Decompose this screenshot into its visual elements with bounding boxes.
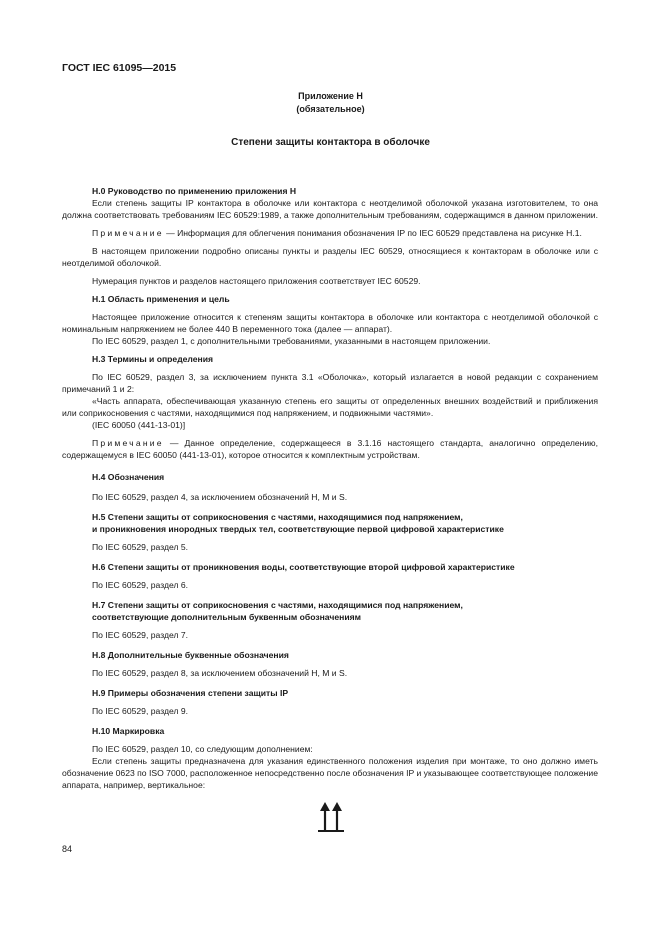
section-heading-h10: Н.10 Маркировка [92, 726, 165, 736]
paragraph: По IEC 60529, раздел 7. [92, 630, 189, 640]
paragraph: В настоящем приложении подробно описаны пункты и разделы IEC 60529, относящиеся к контакторам в оболочке или с неотделимой оболочкой. [62, 246, 598, 268]
paragraph: Нумерация пунктов и разделов настоящего приложения соответствует IEC 60529. [92, 276, 421, 286]
section-heading-h4: Н.4 Обозначения [92, 472, 165, 482]
paragraph: Если степень защиты IP контактора в оболочке или контактора с неотделимой оболочкой указана изготовителем, то она должна соответствовать требованиям IEC 60529:1989, а также дополнительным требованиям, содержащимся в данном приложении. [62, 198, 598, 220]
annex-title: Степени защиты контактора в оболочке [231, 137, 430, 148]
paragraph: По IEC 60529, раздел 1, с дополнительными требованиями, указанными в настоящем приложении. [92, 336, 491, 346]
annex-label: Приложение Н [298, 91, 363, 101]
paragraph: Если степень защиты предназначена для указания единственного положения изделия при монтаже, то оно должно иметь обозначение 0623 по ISO 7000, расположенное непосредственно после обозначения IP и указывающее соответствующее положение аппарата, например, вертикальное: [62, 756, 598, 790]
paragraph: Настоящее приложение относится к степеням защиты контактора в оболочке или контактора с неотделимой оболочкой с номинальным напряжением не более 440 В переменного тока (далее — аппарат). [62, 312, 598, 334]
note-text: — Данное определение, содержащееся в 3.1.16 настоящего стандарта, аналогично определению, содержащемуся в IEC 60050 (441-13-01), которое относится к комплектным устройствам. [62, 438, 598, 460]
note-label: Примечание [92, 228, 164, 238]
section-heading-h5 [62, 511, 598, 535]
this-way-up-arrows-icon [316, 802, 346, 832]
paragraph: По IEC 60529, раздел 9. [92, 706, 189, 716]
section-heading-h6: Н.6 Степени защиты от проникновения воды, соответствующие второй цифровой характеристике [92, 562, 515, 572]
document-code: ГОСТ IEC 61095—2015 [62, 62, 177, 74]
annex-header [0, 90, 661, 116]
section-heading-line: соответствующие дополнительным буквенным обозначениям [92, 612, 361, 622]
section-heading-line: и проникновения инородных твердых тел, соответствующие первой цифровой характеристике [92, 524, 504, 534]
note-label: Примечание [92, 438, 164, 448]
note [62, 437, 598, 461]
document-body [62, 185, 598, 791]
section-heading-h8: Н.8 Дополнительные буквенные обозначения [92, 650, 289, 660]
section-heading-h1: Н.1 Область применения и цель [92, 294, 230, 304]
paragraph: По IEC 60529, раздел 4, за исключением обозначений Н, М и S. [92, 492, 348, 502]
paragraph: По IEC 60529, раздел 8, за исключением обозначений Н, М и S. [92, 668, 348, 678]
paragraph: По IEC 60529, раздел 6. [92, 580, 189, 590]
section-heading-h9: Н.9 Примеры обозначения степени защиты IP [92, 688, 289, 698]
annex-status: (обязательное) [296, 104, 365, 114]
section-heading-h7 [62, 599, 598, 623]
section-heading-line: Н.7 Степени защиты от соприкосновения с частями, находящимися под напряжением, [92, 600, 463, 610]
paragraph: По IEC 60529, раздел 10, со следующим дополнением: [92, 744, 313, 754]
note-text: — Информация для облегчения понимания обозначения IP по IEC 60529 представлена на рисунке Н.1. [163, 228, 582, 238]
section-heading-line: Н.5 Степени защиты от соприкосновения с частями, находящимися под напряжением, [92, 512, 463, 522]
section-heading-h3: Н.3 Термины и определения [92, 354, 214, 364]
note [62, 227, 598, 239]
paragraph: (IEC 60050 (441-13-01)] [92, 420, 186, 430]
paragraph: По IEC 60529, раздел 3, за исключением пункта 3.1 «Оболочка», который излагается в новой редакции с сохранением примечаний 1 и 2: [62, 372, 598, 394]
paragraph: По IEC 60529, раздел 5. [92, 542, 189, 552]
page-number: 84 [62, 844, 73, 854]
paragraph: «Часть аппарата, обеспечивающая указанную степень его защиты от определенных внешних воздействий и приближения или соприкосновения с частями, находящимися под напряжением, и подвижными частями». [62, 396, 598, 418]
section-heading-h0: Н.0 Руководство по применению приложения Н [92, 186, 297, 196]
